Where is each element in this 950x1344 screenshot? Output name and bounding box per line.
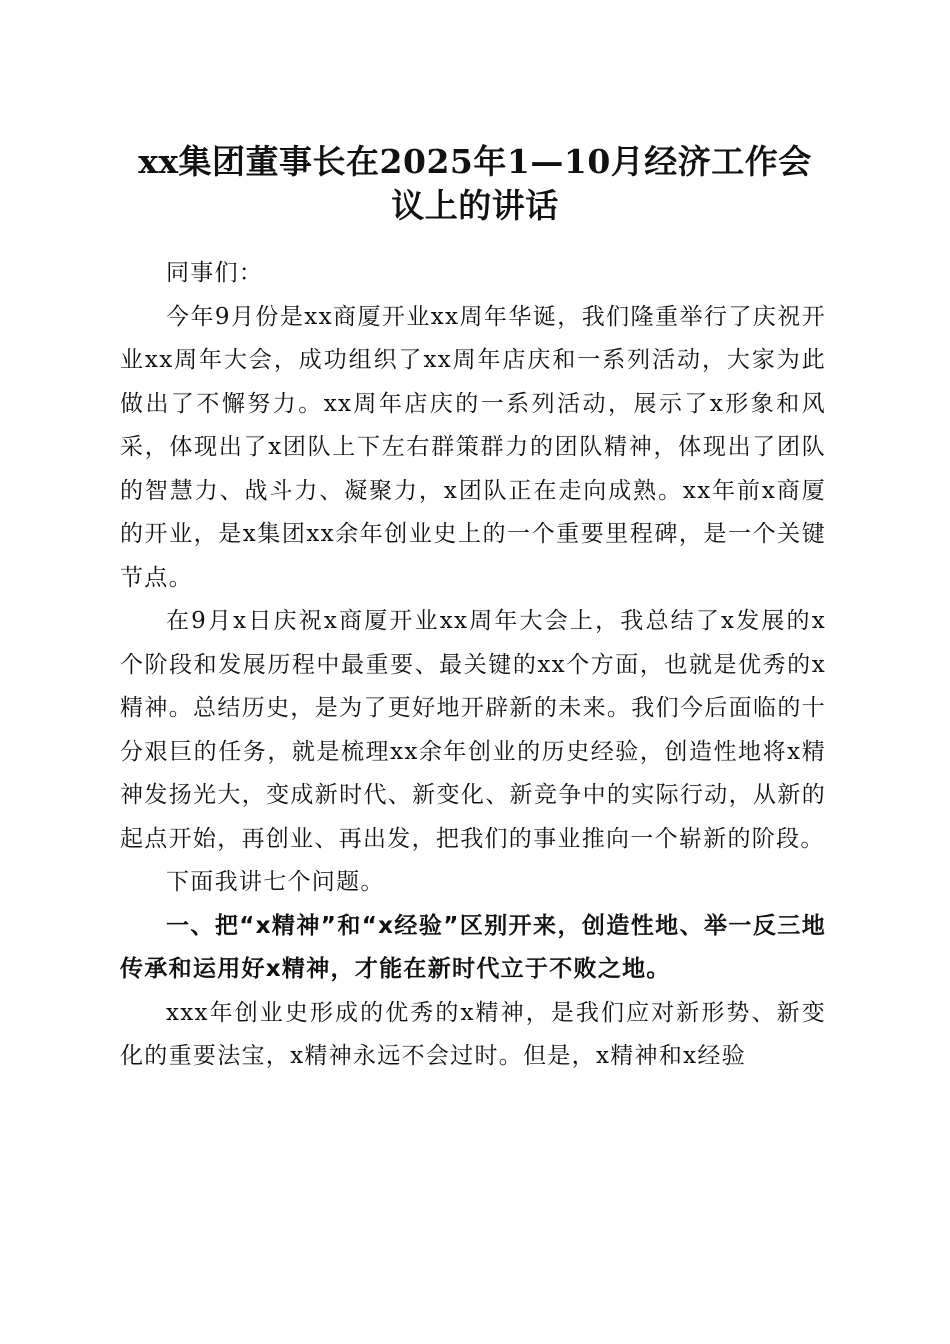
document-title — [100, 140, 850, 228]
section-heading-1: 一、把“x精神”和“x经验”区别开来，创造性地、举一反三地传承和运用好x精神，才能在新时代立于不败之地。 — [120, 912, 826, 982]
paragraph-2: 在9月x日庆祝x商厦开业xx周年大会上，我总结了x发展的x个阶段和发展历程中最重要、最关键的xx个方面，也就是优秀的x精神。总结历史，是为了更好地开辟新的未来。我们今后面临的十分艰巨的任务，就是梳理xx余年创业的历史经验，创造性地将x精神发扬光大，变成新时代、新变化、新竞争中的实际行动，从新的起点开始，再创业、再出发，把我们的事业推向一个崭新的阶段。 — [120, 608, 826, 852]
paragraph-1: 今年9月份是xx商厦开业xx周年华诞，我们隆重举行了庆祝开业xx周年大会，成功组织了xx周年店庆和一系列活动，大家为此做出了不懈努力。xx周年店庆的一系列活动，展示了x形象和风采，体现出了x团队上下左右群策群力的团队精神，体现出了团队的智慧力、战斗力、凝聚力，x团队正在走向成熟。xx年前x商厦的开业，是x集团xx余年创业史上的一个重要里程碑，是一个关键节点。 — [120, 303, 826, 591]
title-line-1: xx集团董事长在2025年1—10月经济工作会 — [138, 142, 812, 181]
salutation: 同事们： — [166, 260, 264, 286]
paragraph-3: 下面我讲七个问题。 — [166, 869, 385, 895]
paragraph-4: xxx年创业史形成的优秀的x精神，是我们应对新形势、新变化的重要法宝，x精神永远不会过时。但是，x精神和x经验 — [120, 999, 826, 1069]
title-line-2: 议上的讲话 — [391, 186, 559, 225]
document-body — [120, 252, 826, 1079]
